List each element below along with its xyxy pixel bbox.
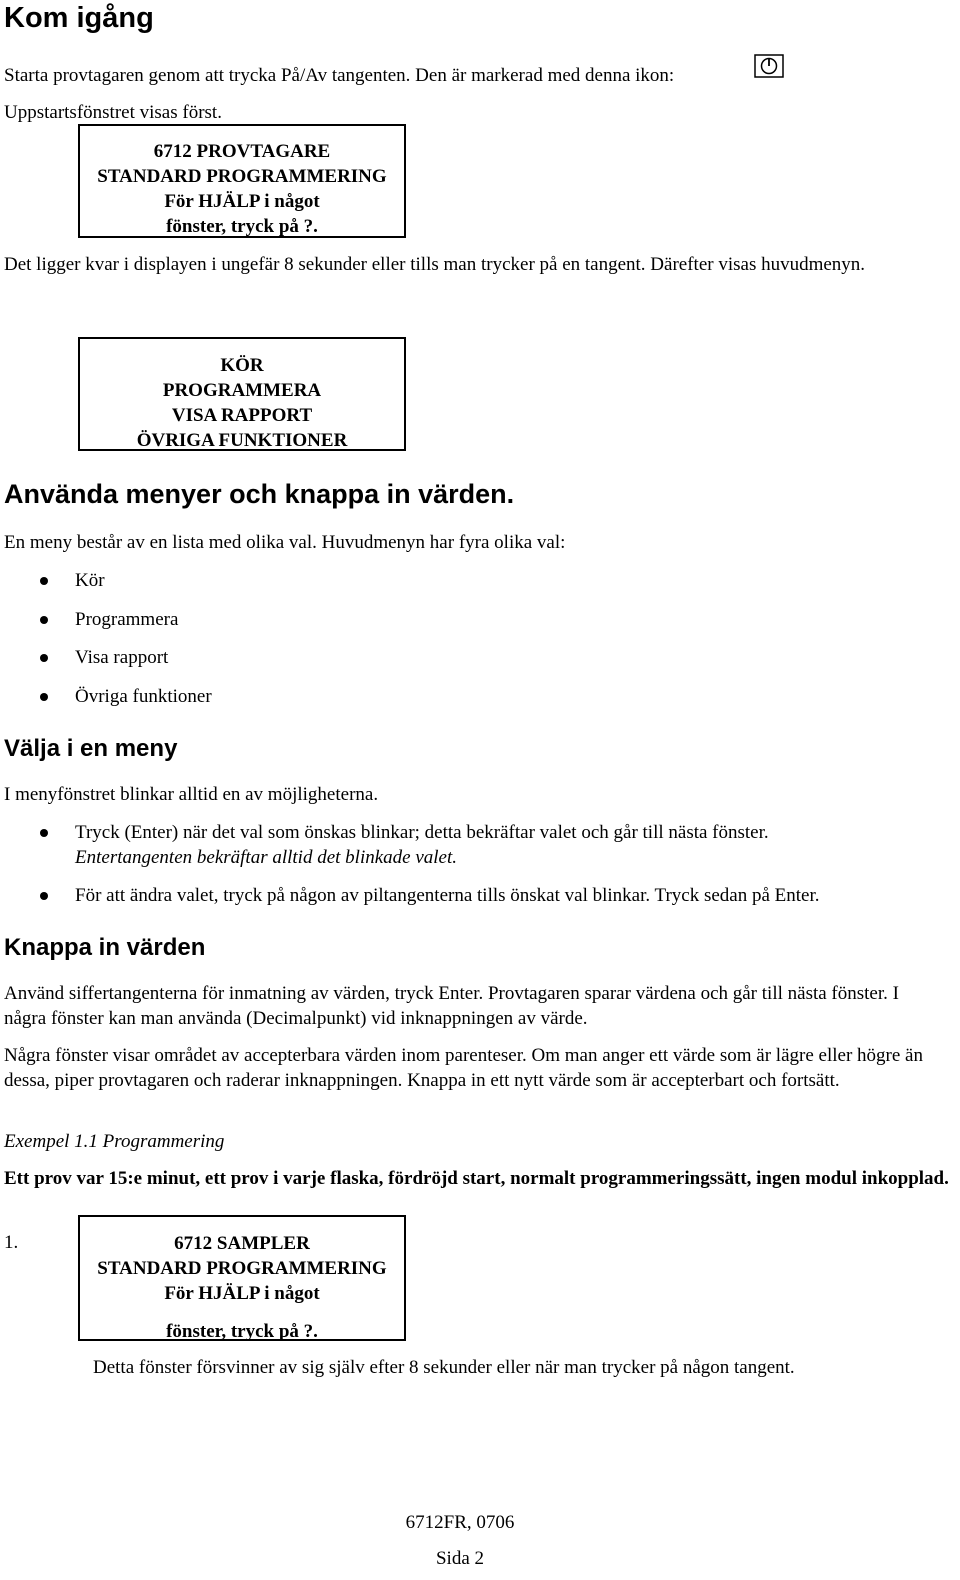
list-item: Visa rapport [75,647,169,668]
paragraph: Några fönster visar området av accepterbara värden inom parenteser. Om man anger ett värde som är lägre eller högre än dessa, piper provtagaren och raderar inknappningen. Knappa in ett nytt värde som är accepterbart och fortsätt. [4,1045,923,1091]
step-number: 1. [4,1232,19,1253]
section-text: En meny består av en lista med olika val. Huvudmenyn har fyra olika val: [4,532,566,553]
example-description: Ett prov var 15:e minut, ett prov i varje flaska, fördröjd start, normalt programmeringssätt, ingen modul inkopplad. [4,1168,949,1189]
step-screen-line: För HJÄLP i något [164,1283,320,1304]
section-title-select: Välja i en meny [4,735,178,762]
stay-text: Det ligger kvar i displayen i ungefär 8 sekunder eller tills man trycker på en tangent. Därefter visas huvudmenyn. [4,254,866,275]
example-title: Exempel 1.1 Programmering [4,1131,225,1152]
bullet-icon [40,654,48,662]
startup-screen-line: För HJÄLP i något [164,191,320,212]
main-menu-screen [78,337,406,451]
startup-screen-line: 6712 PROVTAGARE [153,141,331,162]
step-screen-line: fönster, tryck på ?. [166,1321,318,1342]
startup-screen [78,124,406,238]
step-screen [78,1215,406,1341]
paragraph: Använd siffertangenterna för inmatning av värden, tryck Enter. Provtagaren sparar värdena och går till nästa fönster. I några fönster kan man använda (Decimalpunkt) vid inknappningen av värde. [4,983,899,1029]
main-menu-line: VISA RAPPORT [171,405,313,426]
section-title-enter-values: Knappa in värden [4,934,206,961]
main-menu-line: ÖVRIGA FUNKTIONER [136,430,348,451]
startup-screen-line: STANDARD PROGRAMMERING [97,166,387,187]
intro-text: Starta provtagaren genom att trycka På/Av tangenten. Den är markerad med denna ikon: [4,65,675,86]
page-title: Kom igång [4,2,154,34]
list-item-note: Entertangenten bekräftar alltid det blinkade valet. [75,847,458,868]
step-note: Detta fönster försvinner av sig själv efter 8 sekunder eller när man trycker på någon tangent. [93,1357,795,1378]
bullet-icon [40,829,48,837]
list-item: Kör [75,570,105,591]
step-screen-line: STANDARD PROGRAMMERING [97,1258,387,1279]
list-item: Programmera [75,609,179,630]
startup-screen-line: fönster, tryck på ?. [166,216,318,237]
bullet-icon [40,693,48,701]
section-title-menus: Använda menyer och knappa in värden. [4,479,515,509]
footer-doc-id: 6712FR, 0706 [405,1512,515,1533]
step-screen-line: 6712 SAMPLER [174,1233,310,1254]
list-item: Tryck (Enter) när det val som önskas blinkar; detta bekräftar valet och går till nästa fönster. [75,822,769,843]
bullet-icon [40,577,48,585]
bullet-icon [40,892,48,900]
list-item: Övriga funktioner [75,686,212,707]
footer-page-number: Sida 2 [435,1548,485,1569]
bullet-icon [40,616,48,624]
startup-text: Uppstartsfönstret visas först. [4,102,222,123]
section-text: I menyfönstret blinkar alltid en av möjligheterna. [4,784,379,805]
list-item: För att ändra valet, tryck på någon av piltangenterna tills önskat val blinkar. Tryck sedan på Enter. [75,885,820,906]
power-icon [754,54,784,78]
main-menu-line: PROGRAMMERA [162,380,322,401]
main-menu-line: KÖR [220,355,264,376]
